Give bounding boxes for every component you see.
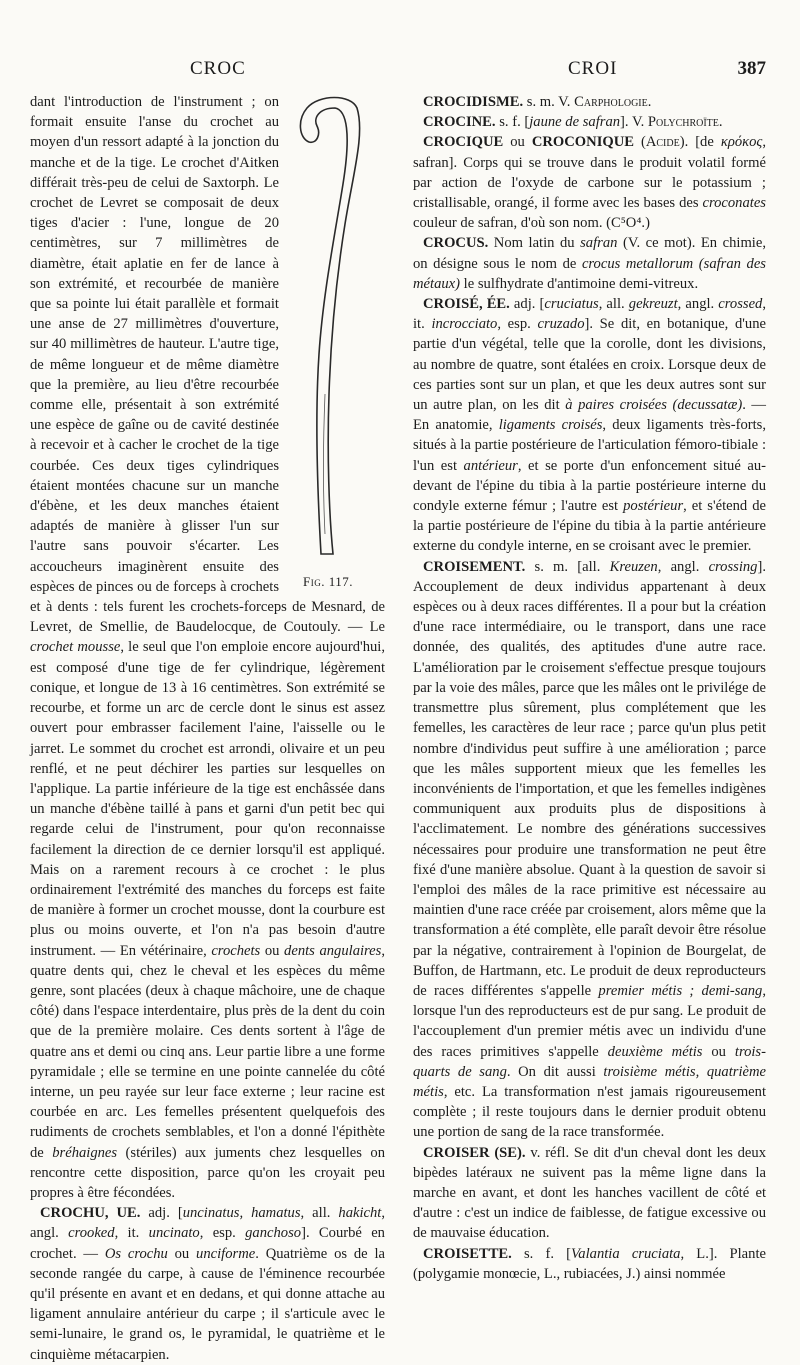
text-run: , esp. [497, 316, 538, 333]
italic-term: crossing [708, 558, 758, 575]
text-run: s. f. [ [511, 1245, 572, 1262]
headword: CROISEMENT. [423, 558, 526, 575]
italic-term: premier métis ; demi-sang [598, 982, 763, 999]
italic-term: unciforme [196, 1245, 256, 1262]
italic-term: deuxième métis [607, 1043, 703, 1060]
text-run: . — En anatomie, [413, 397, 767, 434]
headword: CROCHU, UE. [40, 1205, 141, 1222]
italic-term: cruciatus [544, 296, 599, 313]
headword: CROCIQUE [423, 134, 504, 151]
right-column [413, 92, 766, 1284]
italic-term: jaune de safran [529, 114, 621, 131]
text-run: s. m. [all. [525, 558, 610, 575]
hook-shading [324, 394, 326, 534]
entry-crocus [413, 233, 766, 294]
blunt-hook-drawing [285, 94, 385, 564]
italic-term: trois-quarts de sang [413, 1043, 766, 1080]
text-run: , all. [300, 1205, 339, 1222]
text-run: ou [702, 1043, 735, 1060]
text-run: adj. [ [140, 1205, 183, 1222]
text-run: s. f. [ [495, 114, 530, 131]
left-column [30, 92, 385, 1365]
entry-crochu [30, 1203, 385, 1365]
text-run: , angl. [657, 558, 709, 575]
text-run: , etc. La transformation n'est jamais rigoureusement complète ; il reste toujours dans le dernier produit obtenu une portion de sang de la race transformée. [413, 1083, 766, 1141]
italic-term: postérieur [623, 498, 684, 515]
text-run: ( [634, 134, 646, 151]
figure-caption: Fig. 117. [303, 573, 353, 589]
italic-term: crocus metallorum (safran des métaux) [413, 255, 766, 292]
running-header [30, 58, 766, 86]
italic-term: crochet mousse [30, 639, 121, 656]
entry-croiser [413, 1143, 766, 1244]
italic-term: incrocciato [431, 316, 498, 333]
text-run: ). [de [679, 134, 721, 151]
text-run: , angl. [30, 1205, 386, 1242]
text-run: , quatre dents qui, chez le cheval et les espèces du même genre, sont placées (deux à chaque mâchoire, une de chaque côté) dans l'espace interdentaire, plus près de la dent du coin que de la première molaire. Ces dents sortent à l'âge de quatre ans et demi ou cinq ans. Leur partie libre a une forme pyramidale ; elle se termine en une pointe cannelée du côté interne, un peu rayée sur leur face externe ; leur racine est courbée en arc. Les femelles présentent quelquefois des rudiments de crochets semblables, et l'on a donné l'épithète de [30, 942, 385, 1161]
hook-outline [300, 98, 359, 555]
cross-reference: Polychroïte [647, 114, 719, 131]
italic-term: croconates [702, 195, 766, 212]
text-run: , it. [413, 296, 766, 333]
headword: CROISETTE. [423, 1245, 512, 1262]
italic-term: crossed [718, 296, 763, 313]
entry-croise [413, 294, 766, 557]
text-run: , lorsque l'un des reproducteurs est de pur sang. Le produit de l'accouplement d'un premier métis avec un individu d'une des races primitives s'appelle [413, 982, 766, 1060]
text-run: , et se porte d'un enfoncement situé au-devant de l'épine du tibia à la partie postérieure interne du condyle externe fémur ; l'autre est [413, 457, 766, 515]
text-run: dant l'introduction de l'instrument ; on formait ensuite l'anse du crochet au moyen d'un ressort adapté à la jonction du manche et de la tige. Le crochet d'Aitken différait très-peu de celui de Saxtorph. Le crochet de Levret se composait de deux tiges d'acier : l'une, longue de 20 centimètres, sur 7 millimètres de diamètre, était aplatie en fer de lance à son extrémité, et recourbée de manière que sa pointe lui était parallèle et formait une anse de 27 millimètres d'ouverture, sur 40 millimètres de hauteur. L'autre tige, de même longueur et de même diamètre que la première, au lieu d'être recourbée comme elle, présentait à son extrémité une espèce de gaîne ou de cavité destinée à recevoir et à cacher le crochet de la tige courbée. Ces deux tiges cylindriques étaient montées chacune sur un manche d'ébène, et les deux manches étaient adaptés de manière à glisser l'un sur l'autre sans pouvoir s'écarter. Les accoucheurs imaginèrent ensuite des espèces de pinces ou de forceps à crochets et à dents : tels furent les crochets-forceps de Mesnard, de Levret, de Smellie, de Baudelocque, de Coutouly. — Le [30, 94, 385, 636]
figure-117 [285, 94, 385, 592]
italic-term: ganchoso [245, 1225, 302, 1242]
text-run: , L.]. Plante (polygamie monœcie, L., rubiacées, J.) ainsi nommée [413, 1245, 766, 1282]
italic-term: ligaments croisés [498, 417, 603, 434]
italic-term: Os crochu [104, 1245, 168, 1262]
italic-term: crochets [211, 942, 261, 959]
headword: CROCINE. [423, 114, 496, 131]
entry-croisette [413, 1244, 766, 1284]
italic-term: safran [580, 235, 618, 252]
text-run: ou [503, 134, 532, 151]
italic-term: dents angulaires [284, 942, 382, 959]
text-run: le sulfhydrate d'antimoine demi-vitreux. [460, 275, 699, 292]
text-run: . Quatrième os de la seconde rangée du carpe, à cause de l'éminence recourbée qu'il présente en avant et en dedans, et qui donne attache au ligament annulaire antérieur du carpe ; il s'articule avec le semi-lunaire, le grand os, le pyramidal, le quatrième et le cinquième métacarpien. [30, 1245, 385, 1363]
text-run: ou [260, 942, 285, 959]
headword: CROISÉ, ÉE. [423, 296, 510, 313]
italic-term: à paires croisées (decussatæ) [565, 397, 743, 414]
italic-term: Kreuzen [609, 558, 658, 575]
text-run: , le seul que l'on emploie encore aujourd'hui, est composé d'une tige de fer cylindrique, légèrement conique, et longue de 13 à 16 centimètres. Son extrémité se recourbe, et forme un arc de cercle dont le sinus est assez ouvert pour embrasser facilement l'aine, l'aisselle ou le jarret. Le sommet du crochet est arrondi, olivaire et un peu renflé, et ne peut déchirer les parties sur lesquelles on l'applique. La partie inférieure de la tige est enchâssée dans un manche d'ébène taillé à pans et garni d'un petit bec qui regarde celui de l'instrument, pour qu'on reconnaisse facilement la direction de ce dernier lorsqu'il est appliqué. Mais on a rarement recours à ce crochet : le plus ordinairement l'extrémité des manches du forceps est faite de manière à former un crochet mousse, dont la courbure est plus ou moins ouverte, et l'on n'a pas besoin d'autre instrument. — En vétérinaire, [30, 639, 385, 959]
text-run: ]. Se dit, en botanique, d'une partie d'un végétal, telle que la corolle, dont les divisions, au nombre de quatre, sont étalées en croix. Lorsque deux de ces parties sont sur un plan, et que les deux autres sont sur un autre plan, on les dit [413, 316, 766, 414]
page-number: 387 [737, 58, 766, 79]
italic-term: Valantia cruciata [571, 1245, 681, 1262]
entry-croisement [413, 557, 766, 1143]
text-run: . [647, 94, 652, 110]
text-run: . On dit aussi [506, 1063, 604, 1080]
italic-term: hakicht [338, 1205, 382, 1222]
headword: CROCUS. [423, 235, 489, 252]
greek-word: κρόκος [720, 134, 763, 151]
text-run: ]. Courbé en crochet. — [30, 1225, 385, 1262]
cross-reference: Carphologie [574, 94, 648, 110]
italic-term: bréhaignes [52, 1144, 118, 1161]
text-run: couleur de safran, d'où son nom. (C⁵O⁴.) [413, 215, 650, 232]
text-run: Nom latin du [488, 235, 581, 252]
text-run: s. m. V. [523, 94, 575, 110]
cross-reference: Acide [645, 134, 680, 151]
text-run: (V. ce mot). En chimie, on désigne sous le nom de [413, 235, 766, 272]
text-run: , all. [598, 296, 629, 313]
entry-crocidisme [413, 92, 766, 112]
text-run: ]. Accouplement de deux individus appartenant à deux espèces ou à deux races différentes. Il a pour but la création d'une race intermédiaire, ou le transport, dans une race donnée, des qualités, des aptitudes d'une autre race. L'amélioration par le croisement s'effectue presque toujours par la voie des mâles, parce que les mâles ont le privilége de transmettre plus sûrement, plus complétement que les femelles, les caractères de leur race ; parce qu'un plus petit nombre d'individus peut suffire à une amélioration ; parce que les mâles supportent mieux que les femelles les inconvénients de l'importation, et que les femelles indigènes communiquent aux produits plus de dispositions à l'acclimatement. Le nombre des générations successives nécessaires pour produire une transformation ne peut être fixé d'une manière absolue. Quant à la question de savoir si l'emploi des mâles de la race primitive est nécessaire au maintien d'une race créée par croisement, alors même que la transformation a été complète, elle paraît devoir être résolue par la négative, contrairement à l'opinion de Bourgelat, de Buffon, de Hartmann, etc. Le produit de deux reproducteurs de races différentes s'appelle [413, 558, 766, 999]
headword: CROCONIQUE [531, 134, 634, 151]
text-run: adj. [ [509, 296, 545, 313]
headword: CROISER (SE). [423, 1144, 526, 1161]
text-run: (stériles) aux juments chez lesquelles on rencontre cette disposition, parce qu'on les croyait peu propres à être fécondées. [30, 1144, 385, 1201]
entry-crocine [413, 112, 766, 132]
text-run: , et s'étend de la partie postérieure de l'épine du tibia à la partie antérieure externe du condyle interne, en se croisant avec le premier. [413, 498, 766, 555]
italic-term: gekreuzt [628, 296, 678, 313]
header-right-word: CROI [568, 58, 618, 79]
text-run: , esp. [199, 1225, 246, 1242]
text-run: ou [167, 1245, 197, 1262]
header-left-word: CROC [190, 58, 246, 79]
text-run: . [718, 114, 723, 131]
italic-term: crooked [68, 1225, 115, 1242]
italic-term: uncinato [148, 1225, 200, 1242]
italic-term: uncinatus, hamatus [182, 1205, 301, 1222]
text-run: v. réfl. Se dit d'un cheval dont les deux bipèdes latéraux ne suivent pas la même ligne dans la marche en avant, et dont les hanches vacillent de côté et d'autre : c'est un indice de faiblesse, de fatigue excessive ou de mauvaise éducation. [413, 1144, 766, 1242]
entry-crocique [413, 132, 766, 233]
italic-term: troisième métis, quatrième métis [413, 1063, 767, 1100]
text-run: , it. [114, 1225, 149, 1242]
headword: CROCIDISME. [423, 94, 524, 110]
text-run: , deux ligaments très-forts, situés à la partie postérieure de l'articulation fémoro-tibiale : l'un est [413, 417, 766, 474]
text-run: , safran]. Corps qui se trouve dans le produit volatil formé par action de l'oxyde de carbone sur le potassium ; cristallisable, orangé, il forme avec les bases des [413, 134, 766, 212]
entry-crochet-continued [30, 92, 385, 1203]
text-run: ]. V. [620, 114, 648, 131]
italic-term: cruzado [537, 316, 585, 333]
italic-term: antérieur [463, 457, 518, 474]
text-run: , angl. [677, 296, 719, 313]
